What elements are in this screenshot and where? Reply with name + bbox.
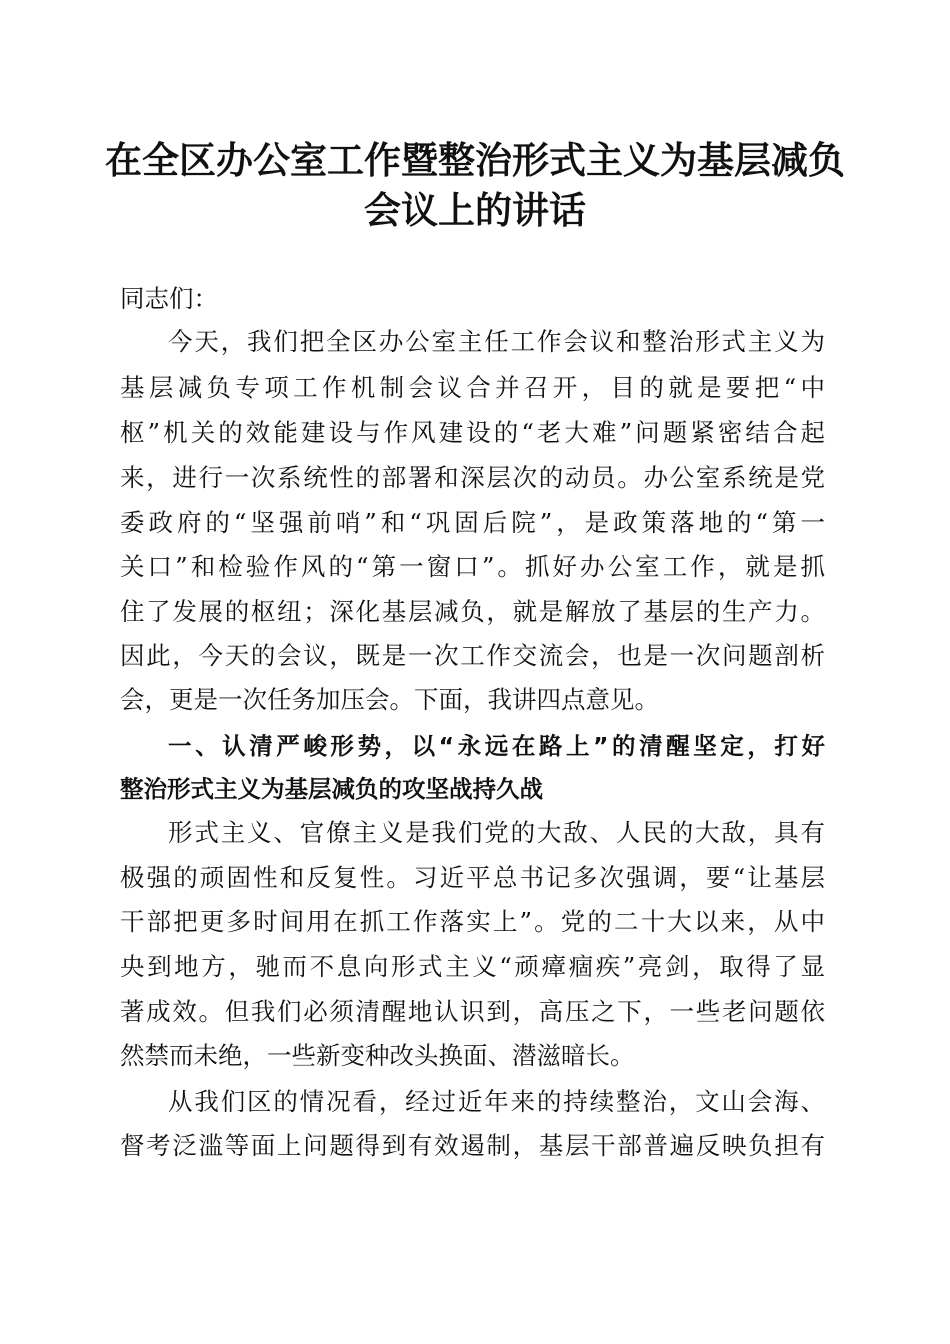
body-line: 住了发展的枢纽；深化基层减负，就是解放了基层的生产力。 [120,597,825,626]
section-heading-1-line-2: 整治形式主义为基层减负的攻坚战持久战 [120,775,543,803]
body-line: 著成效。但我们必须清醒地认识到，高压之下，一些老问题依 [120,997,825,1026]
body-line: 来，进行一次系统性的部署和深层次的动员。办公室系统是党 [120,463,825,492]
document-title-line-2: 会议上的讲话 [364,188,586,232]
document-title-line-1: 在全区办公室工作暨整治形式主义为基层减负 [105,138,845,182]
body-line: 督考泛滥等面上问题得到有效遏制，基层干部普遍反映负担有 [120,1131,825,1160]
body-line: 干部把更多时间用在抓工作落实上”。党的二十大以来，从中 [120,907,825,936]
body-line: 枢”机关的效能建设与作风建设的“老大难”问题紧密结合起 [120,418,825,447]
body-line: 关口”和检验作风的“第一窗口”。抓好办公室工作，就是抓 [120,552,825,581]
salutation: 同志们： [120,284,218,313]
body-line: 从我们区的情况看，经过近年来的持续整治，文山会海、 [168,1087,825,1116]
body-line: 委政府的“坚强前哨”和“巩固后院”，是政策落地的“第一 [120,508,825,537]
body-line: 形式主义、官僚主义是我们党的大敌、人民的大敌，具有 [168,818,825,847]
body-line: 因此，今天的会议，既是一次工作交流会，也是一次问题剖析 [120,641,825,670]
section-heading-1-line-1: 一、认清严峻形势，以“永远在路上”的清醒坚定，打好 [168,732,825,760]
body-line: 央到地方，驰而不息向形式主义“顽瘴痼疾”亮剑，取得了显 [120,952,825,981]
body-line: 基层减负专项工作机制会议合并召开，目的就是要把“中 [120,373,825,402]
body-line: 今天，我们把全区办公室主任工作会议和整治形式主义为 [168,327,825,356]
body-line: 会，更是一次任务加压会。下面，我讲四点意见。 [120,685,659,714]
body-line: 极强的顽固性和反复性。习近平总书记多次强调，要“让基层 [120,863,825,892]
body-line: 然禁而未绝，一些新变种改头换面、潜滋暗长。 [120,1041,635,1070]
